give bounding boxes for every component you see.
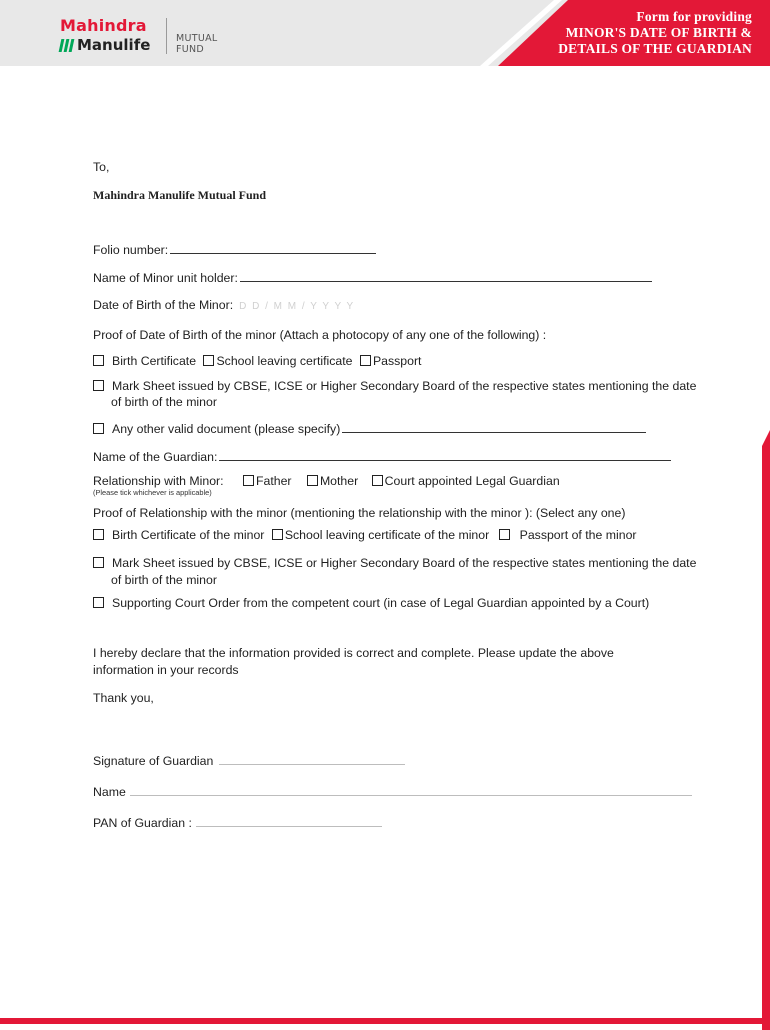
rel-mark-sheet-label-cont: of birth of the minor	[111, 573, 217, 587]
tick-note: (Please tick whichever is applicable)	[93, 488, 212, 497]
form-title-line2: MINOR'S DATE OF BIRTH &	[565, 25, 752, 40]
rel-mark-sheet-label: Mark Sheet issued by CBSE, ICSE or Higher Secondary Board of the respective states mentioning the date	[112, 556, 697, 570]
thank-you: Thank you,	[93, 691, 154, 705]
dob-label: Date of Birth of the Minor:	[93, 298, 234, 312]
rel-birth-certificate-checkbox[interactable]	[93, 529, 104, 540]
proof-relationship-heading: Proof of Relationship with the minor (mentioning the relationship with the minor ): (Select any one)	[93, 506, 626, 520]
passport-checkbox[interactable]	[360, 355, 371, 366]
rel-school-leaving-label: School leaving certificate of the minor	[284, 528, 490, 542]
other-document-label: Any other valid document (please specify)	[112, 422, 341, 436]
father-checkbox[interactable]	[243, 475, 254, 486]
guardian-name-row	[93, 448, 671, 465]
folio-number-row	[93, 241, 376, 258]
guardian-name-field[interactable]	[219, 448, 671, 461]
court-guardian-checkbox[interactable]	[372, 475, 383, 486]
mahindra-logo: Mahindra	[60, 16, 147, 35]
form-title	[558, 9, 752, 57]
name-row	[93, 783, 692, 800]
father-label: Father	[255, 474, 292, 488]
birth-certificate-label: Birth Certificate	[112, 354, 197, 368]
rel-passport-label: Passport of the minor	[519, 528, 637, 542]
mark-sheet-row	[93, 378, 696, 394]
passport-label: Passport	[372, 354, 422, 368]
folio-number-field[interactable]	[170, 241, 376, 254]
manulife-m-icon	[60, 39, 73, 52]
rel-mark-sheet-checkbox[interactable]	[93, 557, 104, 568]
name-label: Name	[93, 785, 126, 799]
mark-sheet-label: Mark Sheet issued by CBSE, ICSE or Higher Secondary Board of the respective states mentioning the date	[112, 379, 697, 393]
pan-field[interactable]	[196, 814, 382, 827]
mother-label: Mother	[319, 474, 359, 488]
minor-name-label: Name of Minor unit holder:	[93, 271, 238, 285]
mark-sheet-label-cont: of birth of the minor	[111, 395, 217, 409]
dob-row	[93, 297, 355, 315]
mark-sheet-checkbox[interactable]	[93, 380, 104, 391]
minor-name-row	[93, 269, 652, 286]
minor-name-field[interactable]	[240, 269, 652, 282]
other-document-checkbox[interactable]	[93, 423, 104, 434]
declaration-line2: information in your records	[93, 663, 239, 677]
rel-mark-sheet-row	[93, 555, 696, 571]
guardian-name-label: Name of the Guardian:	[93, 450, 218, 464]
pan-label: PAN of Guardian :	[93, 816, 192, 830]
name-field[interactable]	[130, 783, 692, 796]
relationship-label: Relationship with Minor:	[93, 474, 224, 488]
rel-passport-checkbox[interactable]	[499, 529, 510, 540]
form-title-line1: Form for providing	[636, 9, 752, 24]
rel-school-leaving-checkbox[interactable]	[272, 529, 283, 540]
other-document-field[interactable]	[342, 420, 646, 433]
proof-relationship-options-row	[93, 527, 637, 543]
court-order-label: Supporting Court Order from the competent court (in case of Legal Guardian appointed by a Court)	[112, 596, 650, 610]
bottom-red-stripe	[0, 1018, 770, 1024]
proof-dob-options-row	[93, 353, 421, 369]
folio-number-label: Folio number:	[93, 243, 169, 257]
manulife-logo	[60, 36, 150, 54]
addressee: Mahindra Manulife Mutual Fund	[93, 188, 267, 202]
salutation: To,	[93, 160, 110, 174]
guardian-signature-row	[93, 752, 405, 769]
relationship-row	[93, 473, 560, 489]
mutual-fund-line2: FUND	[176, 44, 205, 55]
guardian-signature-field[interactable]	[219, 752, 405, 765]
mutual-fund-label	[176, 33, 218, 55]
proof-dob-heading: Proof of Date of Birth of the minor (Attach a photocopy of any one of the following) :	[93, 328, 547, 342]
form-title-line3: DETAILS OF THE GUARDIAN	[558, 41, 752, 56]
mother-checkbox[interactable]	[307, 475, 318, 486]
manulife-logo-text: Manulife	[77, 36, 151, 54]
court-order-checkbox[interactable]	[93, 597, 104, 608]
other-document-row	[93, 420, 646, 437]
mutual-fund-line1: MUTUAL	[176, 33, 218, 44]
form-title-banner	[470, 0, 770, 66]
court-order-row	[93, 595, 649, 611]
guardian-signature-label: Signature of Guardian	[93, 754, 214, 768]
school-leaving-label: School leaving certificate	[216, 354, 353, 368]
declaration-line1: I hereby declare that the information provided is correct and complete. Please update the above	[93, 646, 614, 660]
dob-field[interactable]: D D / M M / Y Y Y Y	[239, 301, 355, 312]
court-guardian-label: Court appointed Legal Guardian	[384, 474, 560, 488]
rel-birth-certificate-label: Birth Certificate of the minor	[112, 528, 265, 542]
right-red-stripe	[756, 430, 770, 1030]
logo-divider	[166, 18, 167, 54]
pan-row	[93, 814, 382, 831]
birth-certificate-checkbox[interactable]	[93, 355, 104, 366]
school-leaving-checkbox[interactable]	[203, 355, 214, 366]
